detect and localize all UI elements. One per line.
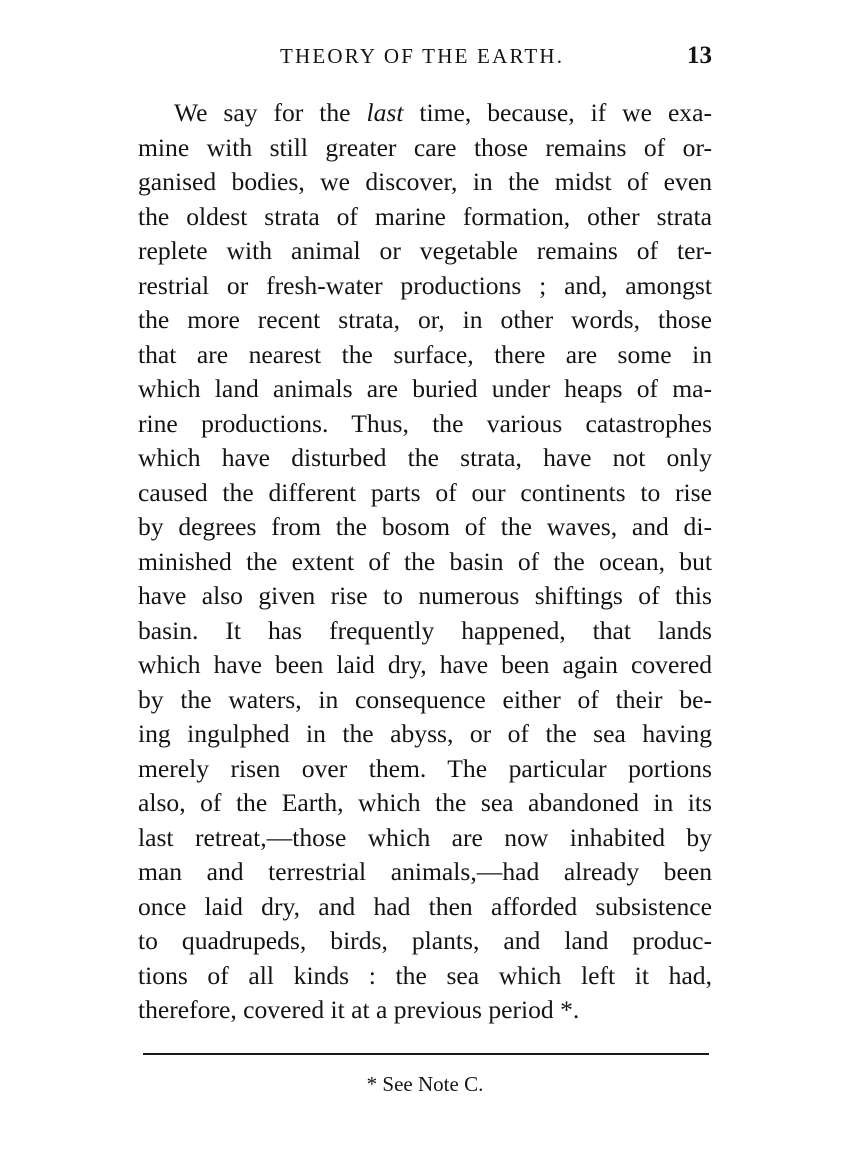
paragraph-line: tions of all kinds : the sea which left it had, [138,960,712,990]
paragraph-line: replete with animal or vegetable remains of ter- [138,236,712,265]
paragraph-line: also, of the Earth, which the sea abandoned in its [138,788,712,817]
running-title: THEORY OF THE EARTH. [280,44,565,68]
paragraph-line: which land animals are buried under heaps of ma- [138,374,712,403]
paragraph-line: ing ingulphed in the abyss, or of the sea having [138,719,712,748]
paragraph-line: have also given rise to numerous shiftings of this [138,581,712,610]
paragraph-line: that are nearest the surface, there are some in [138,339,712,369]
paragraph-line: rine productions. Thus, the various catastrophes [138,408,712,438]
paragraph-line: basin. It has frequently happened, that lands [138,615,712,645]
paragraph-line: which have disturbed the strata, have not only [138,443,712,472]
paragraph-line: by the waters, in consequence either of their be- [138,684,712,714]
paragraph-line: caused the different parts of our continents to rise [138,477,712,507]
line-text: We say for the [174,98,367,127]
paragraph-line: by degrees from the bosom of the waves, and di- [138,512,712,541]
footnote-divider [143,1053,709,1055]
paragraph-line: last retreat,—those which are now inhabited by [138,822,712,852]
paragraph-line [138,96,712,131]
paragraph-line: once laid dry, and had then afforded subsistence [138,891,712,921]
running-header [138,44,712,74]
paragraph-line: the oldest strata of marine formation, other strata [138,201,712,231]
paragraph-line: which have been laid dry, have been again covered [138,650,712,679]
paragraph-line: man and terrestrial animals,—had already been [138,857,712,886]
paragraph-line: merely risen over them. The particular portions [138,753,712,783]
paragraph-line: minished the extent of the basin of the ocean, but [138,546,712,576]
paragraph-line: mine with still greater care those remains of or- [138,132,712,162]
paragraph-line: to quadrupeds, birds, plants, and land produc- [138,926,712,955]
page-number: 13 [687,42,712,69]
line-text: time, because, if we exa- [403,98,712,127]
italic-word: last [366,98,404,127]
footnote: * See Note C. [366,1072,484,1096]
paragraph-line: therefore, covered it at a previous period *. [138,995,580,1024]
paragraph-line: the more recent strata, or, in other words, those [138,305,712,334]
main-paragraph [138,96,712,1028]
paragraph-line: restrial or fresh-water productions ; and, amongst [138,270,712,300]
paragraph-line: ganised bodies, we discover, in the midst of even [138,167,712,196]
